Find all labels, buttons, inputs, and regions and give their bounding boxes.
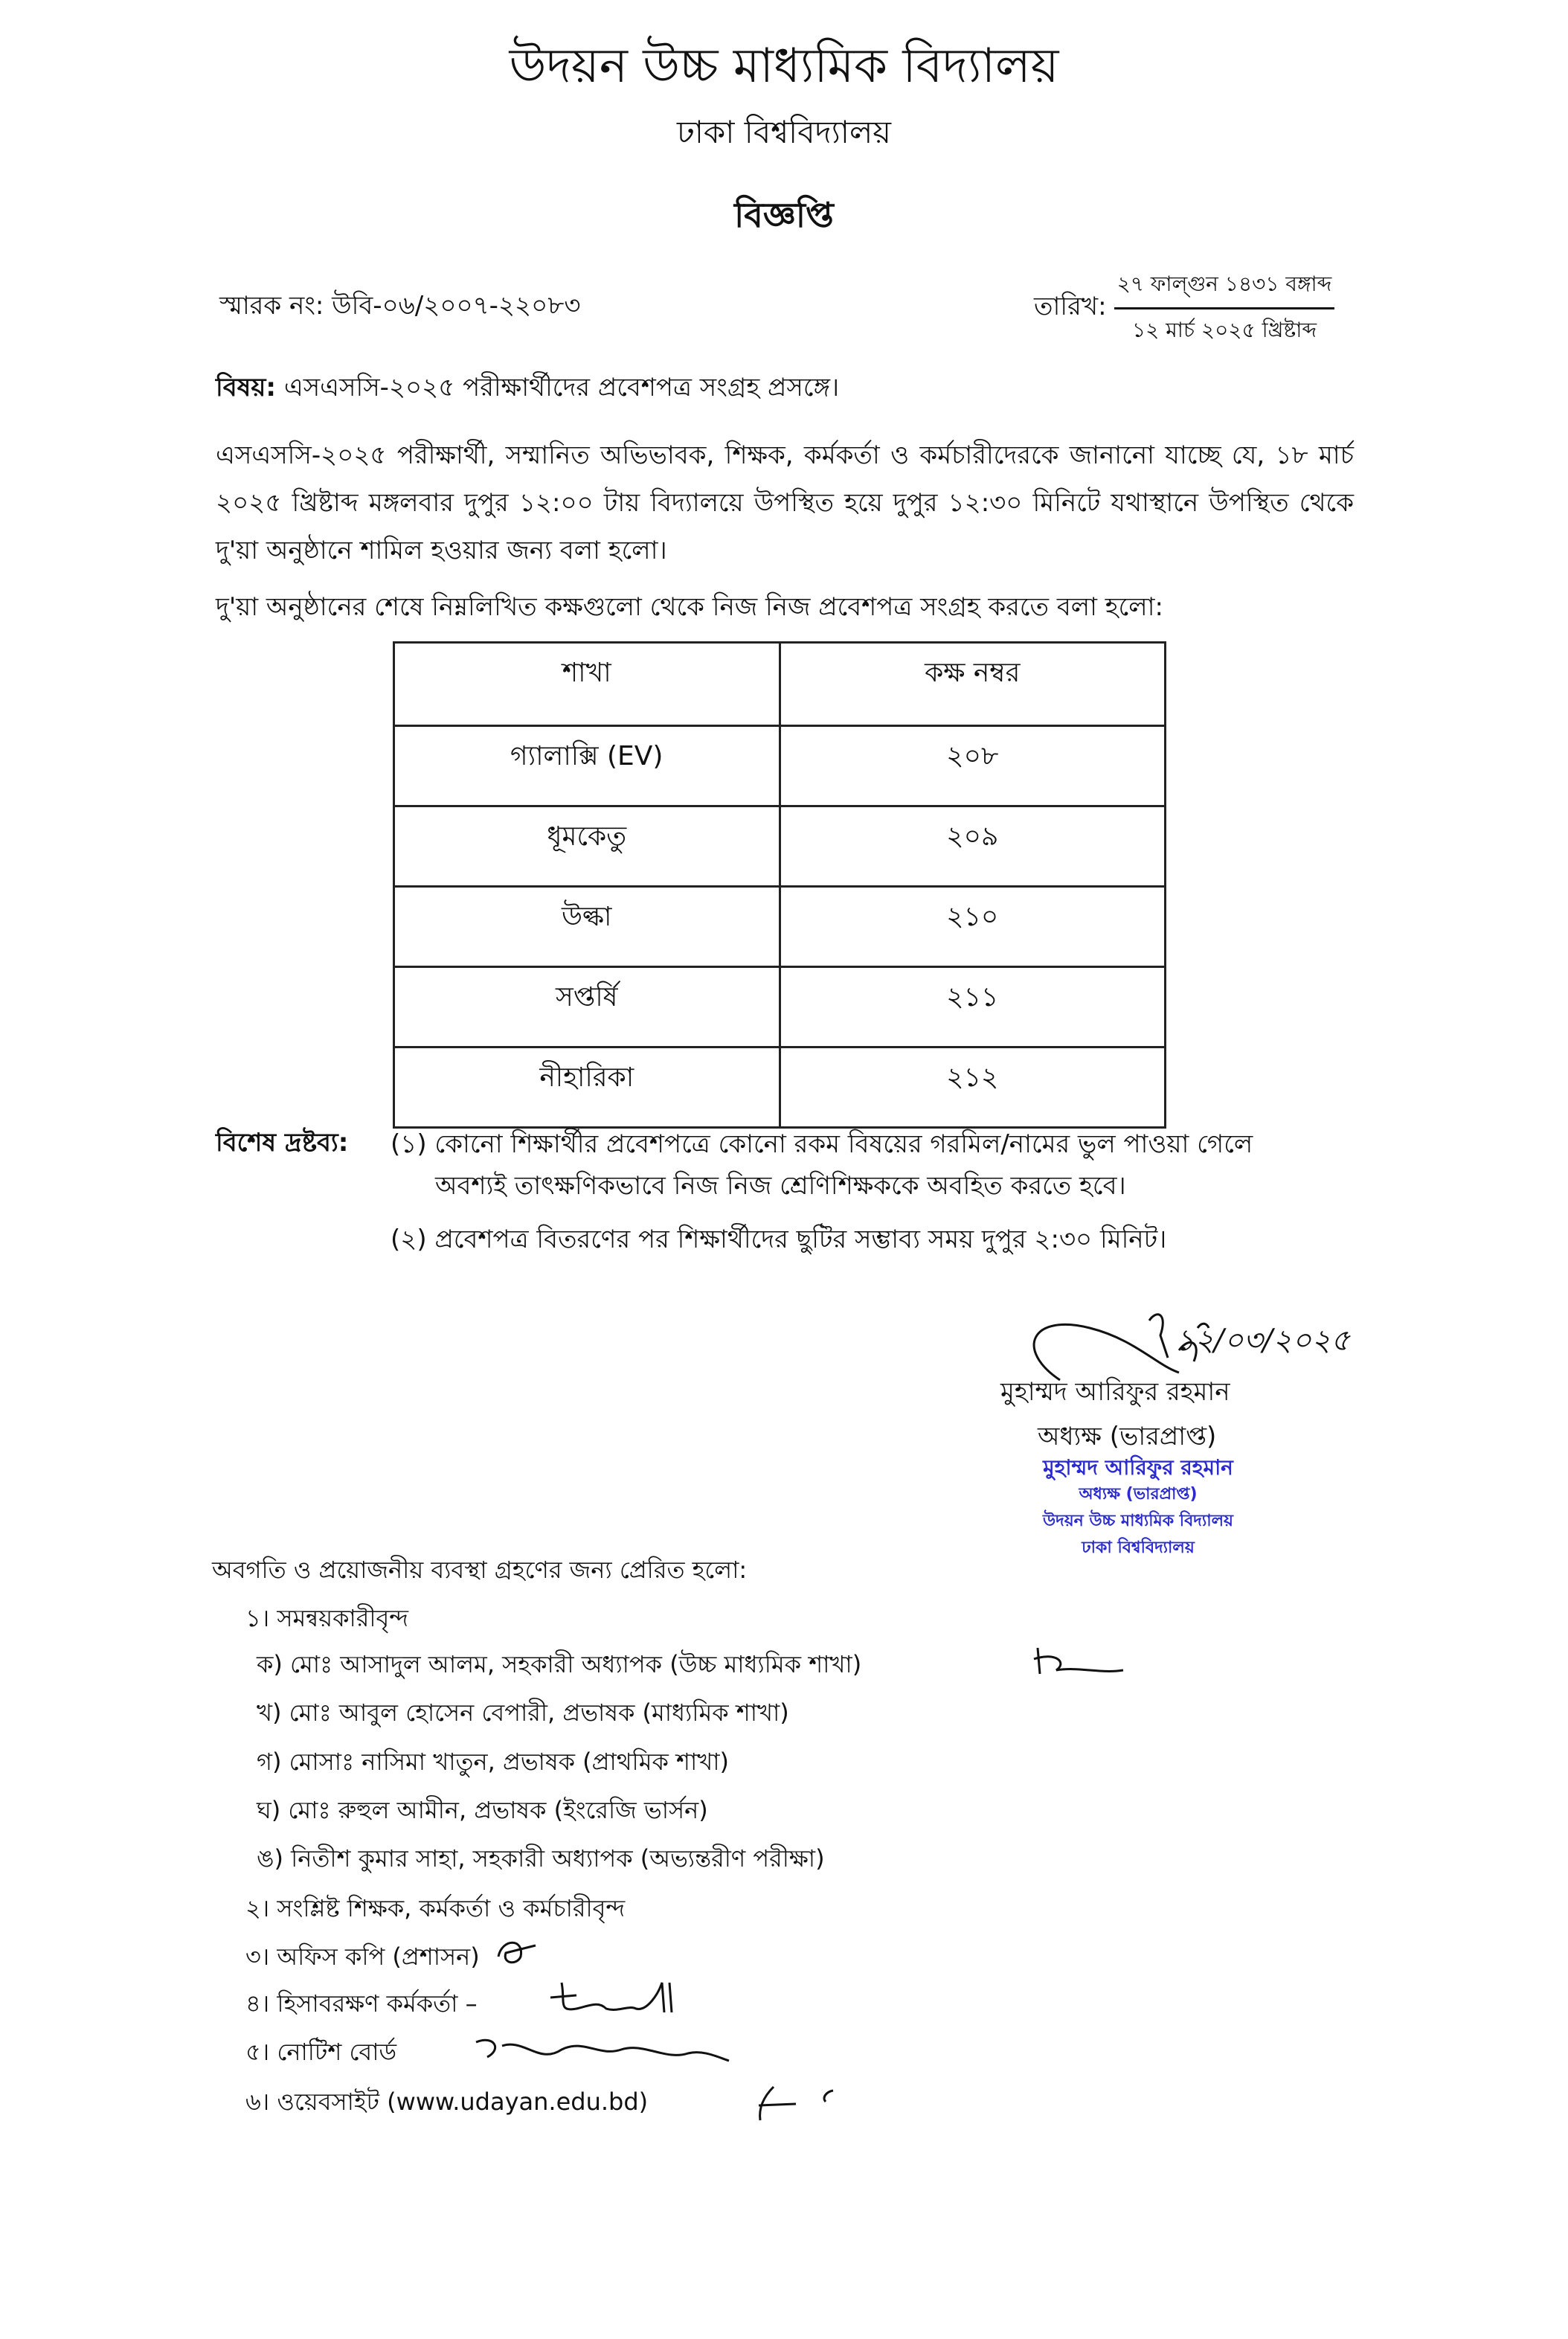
date-fraction: [1114, 268, 1335, 349]
signature-scribble-icon: [547, 1979, 681, 2020]
table-header-row: [394, 643, 1166, 726]
table-row: [394, 726, 1166, 806]
room-cell: ২০৯: [780, 806, 1166, 887]
branch-cell: ধূমকেতু: [394, 806, 780, 887]
distribution-item: ৩। অফিস কপি (প্রশাসন): [245, 1942, 480, 1971]
note-1-line-2: অবশ্যই তাৎক্ষণিকভাবে নিজ নিজ শ্রেণিশিক্ষককে অবহিত করতে হবে।: [435, 1171, 1126, 1201]
date-label: তারিখ:: [1034, 292, 1107, 321]
coordinator-item: খ) মোঃ আবুল হোসেন বেপারী, প্রভাষক (মাধ্যমিক শাখা): [257, 1698, 789, 1727]
subject-line: [216, 368, 839, 411]
header-room: কক্ষ নম্বর: [780, 643, 1166, 726]
table-row: [394, 967, 1166, 1047]
stamp-title: অধ্যক্ষ (ভারপ্রাপ্ত): [1079, 1485, 1198, 1504]
date-bangla: ২৭ ফাল্গুন ১৪৩১ বঙ্গাব্দ: [1114, 268, 1335, 309]
coordinator-item: গ) মোসাঃ নাসিমা খাতুন, প্রভাষক (প্রাথমিক শাখা): [257, 1748, 730, 1776]
special-note-1: [391, 1123, 1357, 1207]
coordinator-item: ক) মোঃ আসাদুল আলম, সহকারী অধ্যাপক (উচ্চ মাধ্যমিক শাখা): [257, 1650, 862, 1678]
special-note-2: (২) প্রবেশপত্র বিতরণের পর শিক্ষার্থীদের ছুটির সম্ভাব্য সময় দুপুর ২:৩০ মিনিট।: [391, 1225, 1167, 1254]
room-cell: ২১২: [780, 1047, 1166, 1128]
distribution-item: ২। সংশ্লিষ্ট শিক্ষক, কর্মকর্তা ও কর্মচারীবৃন্দ: [245, 1894, 626, 1922]
notice-title: বিজ্ঞপ্তি: [734, 195, 834, 235]
subject-label: বিষয়:: [216, 373, 277, 402]
signer-name: মুহাম্মদ আরিফুর রহমান: [1000, 1377, 1230, 1407]
subject-text: এসএসসি-২০২৫ পরীক্ষার্থীদের প্রবেশপত্র সংগ্রহ প্রসঙ্গে।: [283, 373, 840, 402]
memo-label: স্মারক নং:: [219, 291, 324, 321]
room-cell: ২০৮: [780, 726, 1166, 806]
special-note-label: বিশেষ দ্রষ্টব্য:: [216, 1128, 349, 1158]
distribution-intro: অবগতি ও প্রয়োজনীয় ব্যবস্থা গ্রহণের জন্য প্রেরিত হলো:: [212, 1556, 748, 1584]
initial-scribble-icon: [751, 2083, 855, 2124]
note-1-line-1: (১) কোনো শিক্ষার্থীর প্রবেশপত্রে কোনো রকম বিষয়ের গরমিল/নামের ভুল পাওয়া গেলে: [391, 1129, 1253, 1159]
distribution-item: ৪। হিসাবরক্ষণ কর্মকর্তা –: [245, 1989, 478, 2018]
signer-title: অধ্যক্ষ (ভারপ্রাপ্ত): [1038, 1422, 1217, 1451]
initial-scribble-icon: [1026, 1644, 1131, 1681]
distribution-item: ৫। নোটিশ বোর্ড: [245, 2038, 397, 2066]
date-block: [1034, 268, 1334, 349]
header-branch: শাখা: [394, 643, 780, 726]
date-gregorian: ১২ মার্চ ২০২৫ খ্রিষ্টাব্দ: [1131, 318, 1317, 342]
room-cell: ২১১: [780, 967, 1166, 1047]
official-stamp: [989, 1454, 1287, 1562]
branch-cell: গ্যালাক্সি (EV): [394, 726, 780, 806]
stamp-affiliation: ঢাকা বিশ্ববিদ্যালয়: [1082, 1539, 1195, 1557]
signature-date: ১২/০৩/২০২৫: [1175, 1323, 1350, 1358]
distribution-item: ৬। ওয়েবসাইট (www.udayan.edu.bd): [245, 2088, 649, 2116]
table-intro: দু'য়া অনুষ্ঠানের শেষে নিম্নলিখিত কক্ষগুলো থেকে নিজ নিজ প্রবেশপত্র সংগ্রহ করতে বলা হলো:: [216, 592, 1163, 622]
table-row: [394, 887, 1166, 967]
stamp-name: মুহাম্মদ আরিফুর রহমান: [1043, 1455, 1233, 1480]
stamp-school: উদয়ন উচ্চ মাধ্যমিক বিদ্যালয়: [1043, 1512, 1233, 1530]
memo-number: [219, 286, 580, 329]
branch-cell: সপ্তর্ষি: [394, 967, 780, 1047]
branch-cell: উল্কা: [394, 887, 780, 967]
room-cell: ২১০: [780, 887, 1166, 967]
body-paragraph: এসএসসি-২০২৫ পরীক্ষার্থী, সম্মানিত অভিভাবক, শিক্ষক, কর্মকর্তা ও কর্মচারীদেরকে জানানো যাচ্ছে যে, ১৮ মার্চ ২০২৫ খ্রিষ্টাব্দ মঙ্গলবার দুপুর ১২:০০ টায় বিদ্যালয়ে উপস্থিত হয়ে দুপুর ১২:৩০ মিনিটে যথাস্থানে উপস্থিত থেকে দু'য়া অনুষ্ঠানে শামিল হওয়ার জন্য বলা হলো।: [216, 440, 1354, 565]
signature-scribble-icon: [472, 2027, 733, 2079]
coordinator-item: ঙ) নিতীশ কুমার সাহা, সহকারী অধ্যাপক (অভ্যন্তরীণ পরীক্ষা): [257, 1844, 825, 1873]
distribution-item: ১। সমন্বয়কারীবৃন্দ: [245, 1604, 409, 1632]
coordinator-item: ঘ) মোঃ রুহুল আমীন, প্রভাষক (ইংরেজি ভার্সন): [257, 1796, 708, 1824]
table-row: [394, 1047, 1166, 1128]
table-row: [394, 806, 1166, 887]
room-table: [393, 641, 1166, 1129]
affiliation: ঢাকা বিশ্ববিদ্যালয়: [676, 114, 892, 150]
branch-cell: নীহারিকা: [394, 1047, 780, 1128]
school-name: উদয়ন উচ্চ মাধ্যমিক বিদ্যালয়: [509, 39, 1059, 94]
initial-scribble-icon: [495, 1934, 539, 1968]
memo-value: উবি-০৬/২০০৭-২২০৮৩: [332, 291, 581, 321]
